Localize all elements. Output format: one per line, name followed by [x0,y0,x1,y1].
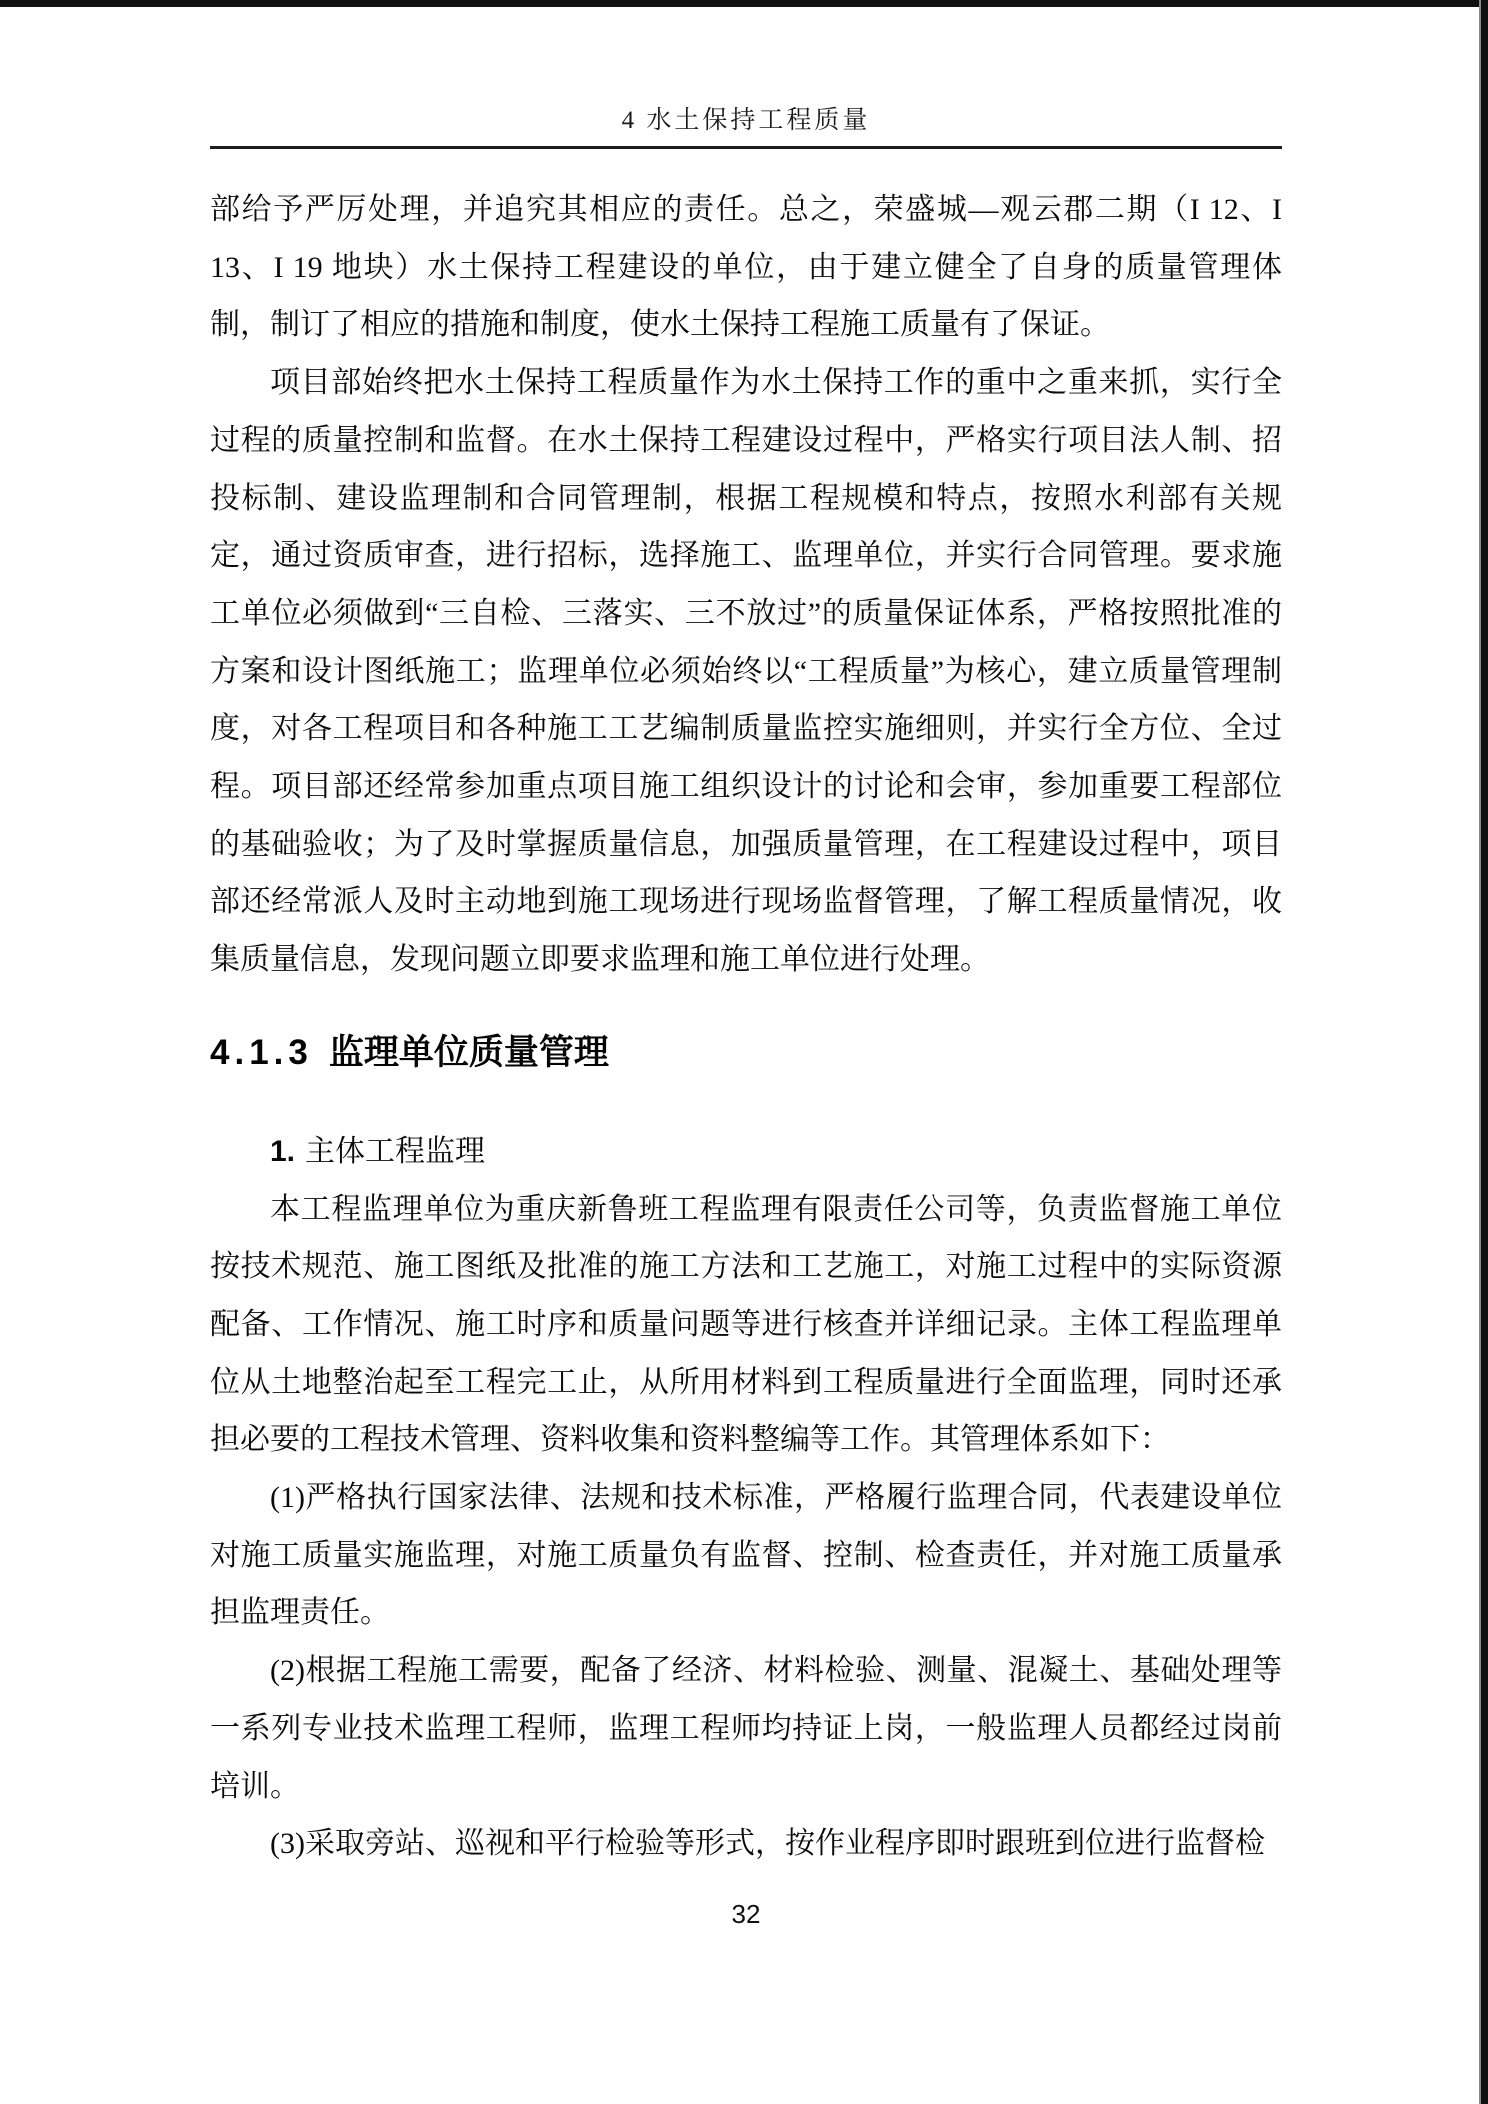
paragraph-project-dept: 项目部始终把水土保持工程质量作为水土保持工作的重中之重来抓，实行全过程的质量控制和监督。在水土保持工程建设过程中，严格实行项目法人制、招投标制、建设监理制和合同管理制，根据工程规模和特点，按照水利部有关规定，通过资质审查，进行招标，选择施工、监理单位，并实行合同管理。要求施工单位必须做到“三自检、三落实、三不放过”的质量保证体系，严格按照批准的方案和设计图纸施工；监理单位必须始终以“工程质量”为核心，建立质量管理制度，对各工程项目和各种施工工艺编制质量监控实施细则，并实行全方位、全过程。项目部还经常参加重点项目施工组织设计的讨论和会审，参加重要工程部位的基础验收；为了及时掌握质量信息，加强质量管理，在工程建设过程中，项目部还经常派人及时主动地到施工现场进行现场监督管理，了解工程质量情况，收集质量信息，发现问题立即要求监理和施工单位进行处理。 [210,366,1282,977]
section-heading [210,1024,1282,1082]
paragraph-supervisor: 本工程监理单位为重庆新鲁班工程监理有限责任公司等，负责监督施工单位按技术规范、施工图纸及批准的施工方法和工艺施工，对施工过程中的实际资源配备、工作情况、施工时序和质量问题等进行核查并详细记录。主体工程监理单位从土地整治起至工程完工止，从所用材料到工程质量进行全面监理，同时还承担必要的工程技术管理、资料收集和资料整编等工作。其管理体系如下： [210,1192,1282,1457]
sub-heading [210,1123,1282,1181]
list-item-3: (3)采取旁站、巡视和平行检验等形式，按作业程序即时跟班到位进行监督检 [270,1827,1265,1861]
running-header-title: 4 水土保持工程质量 [621,107,871,134]
paragraph-carryover: 部给予严厉处理，并追究其相应的责任。总之，荣盛城—观云郡二期（I 12、I 13、I 19 地块）水土保持工程建设的单位，由于建立健全了自身的质量管理体制，制订了相应的措施和制度，使水土保持工程施工质量有了保证。 [210,193,1282,342]
scan-border-top [0,0,1488,7]
list-item-2: (2)根据工程施工需要，配备了经济、材料检验、测量、混凝土、基础处理等一系列专业技术监理工程师，监理工程师均持证上岗，一般监理人员都经过岗前培训。 [210,1654,1282,1803]
page-number: 32 [731,1899,761,1929]
list-item-1: (1)严格执行国家法律、法规和技术标准，严格履行监理合同，代表建设单位对施工质量实施监理，对施工质量负有监督、控制、检查责任，并对施工质量承担监理责任。 [210,1481,1282,1630]
section-heading-number: 4.1.3 [210,1032,313,1072]
sub-heading-text: 主体工程监理 [305,1134,486,1168]
header-rule [210,146,1282,149]
body-text-column [210,181,1282,1873]
section-heading-text: 监理单位质量管理 [328,1032,609,1072]
sub-heading-number: 1. [270,1134,296,1168]
scan-border-right [1479,0,1488,2104]
